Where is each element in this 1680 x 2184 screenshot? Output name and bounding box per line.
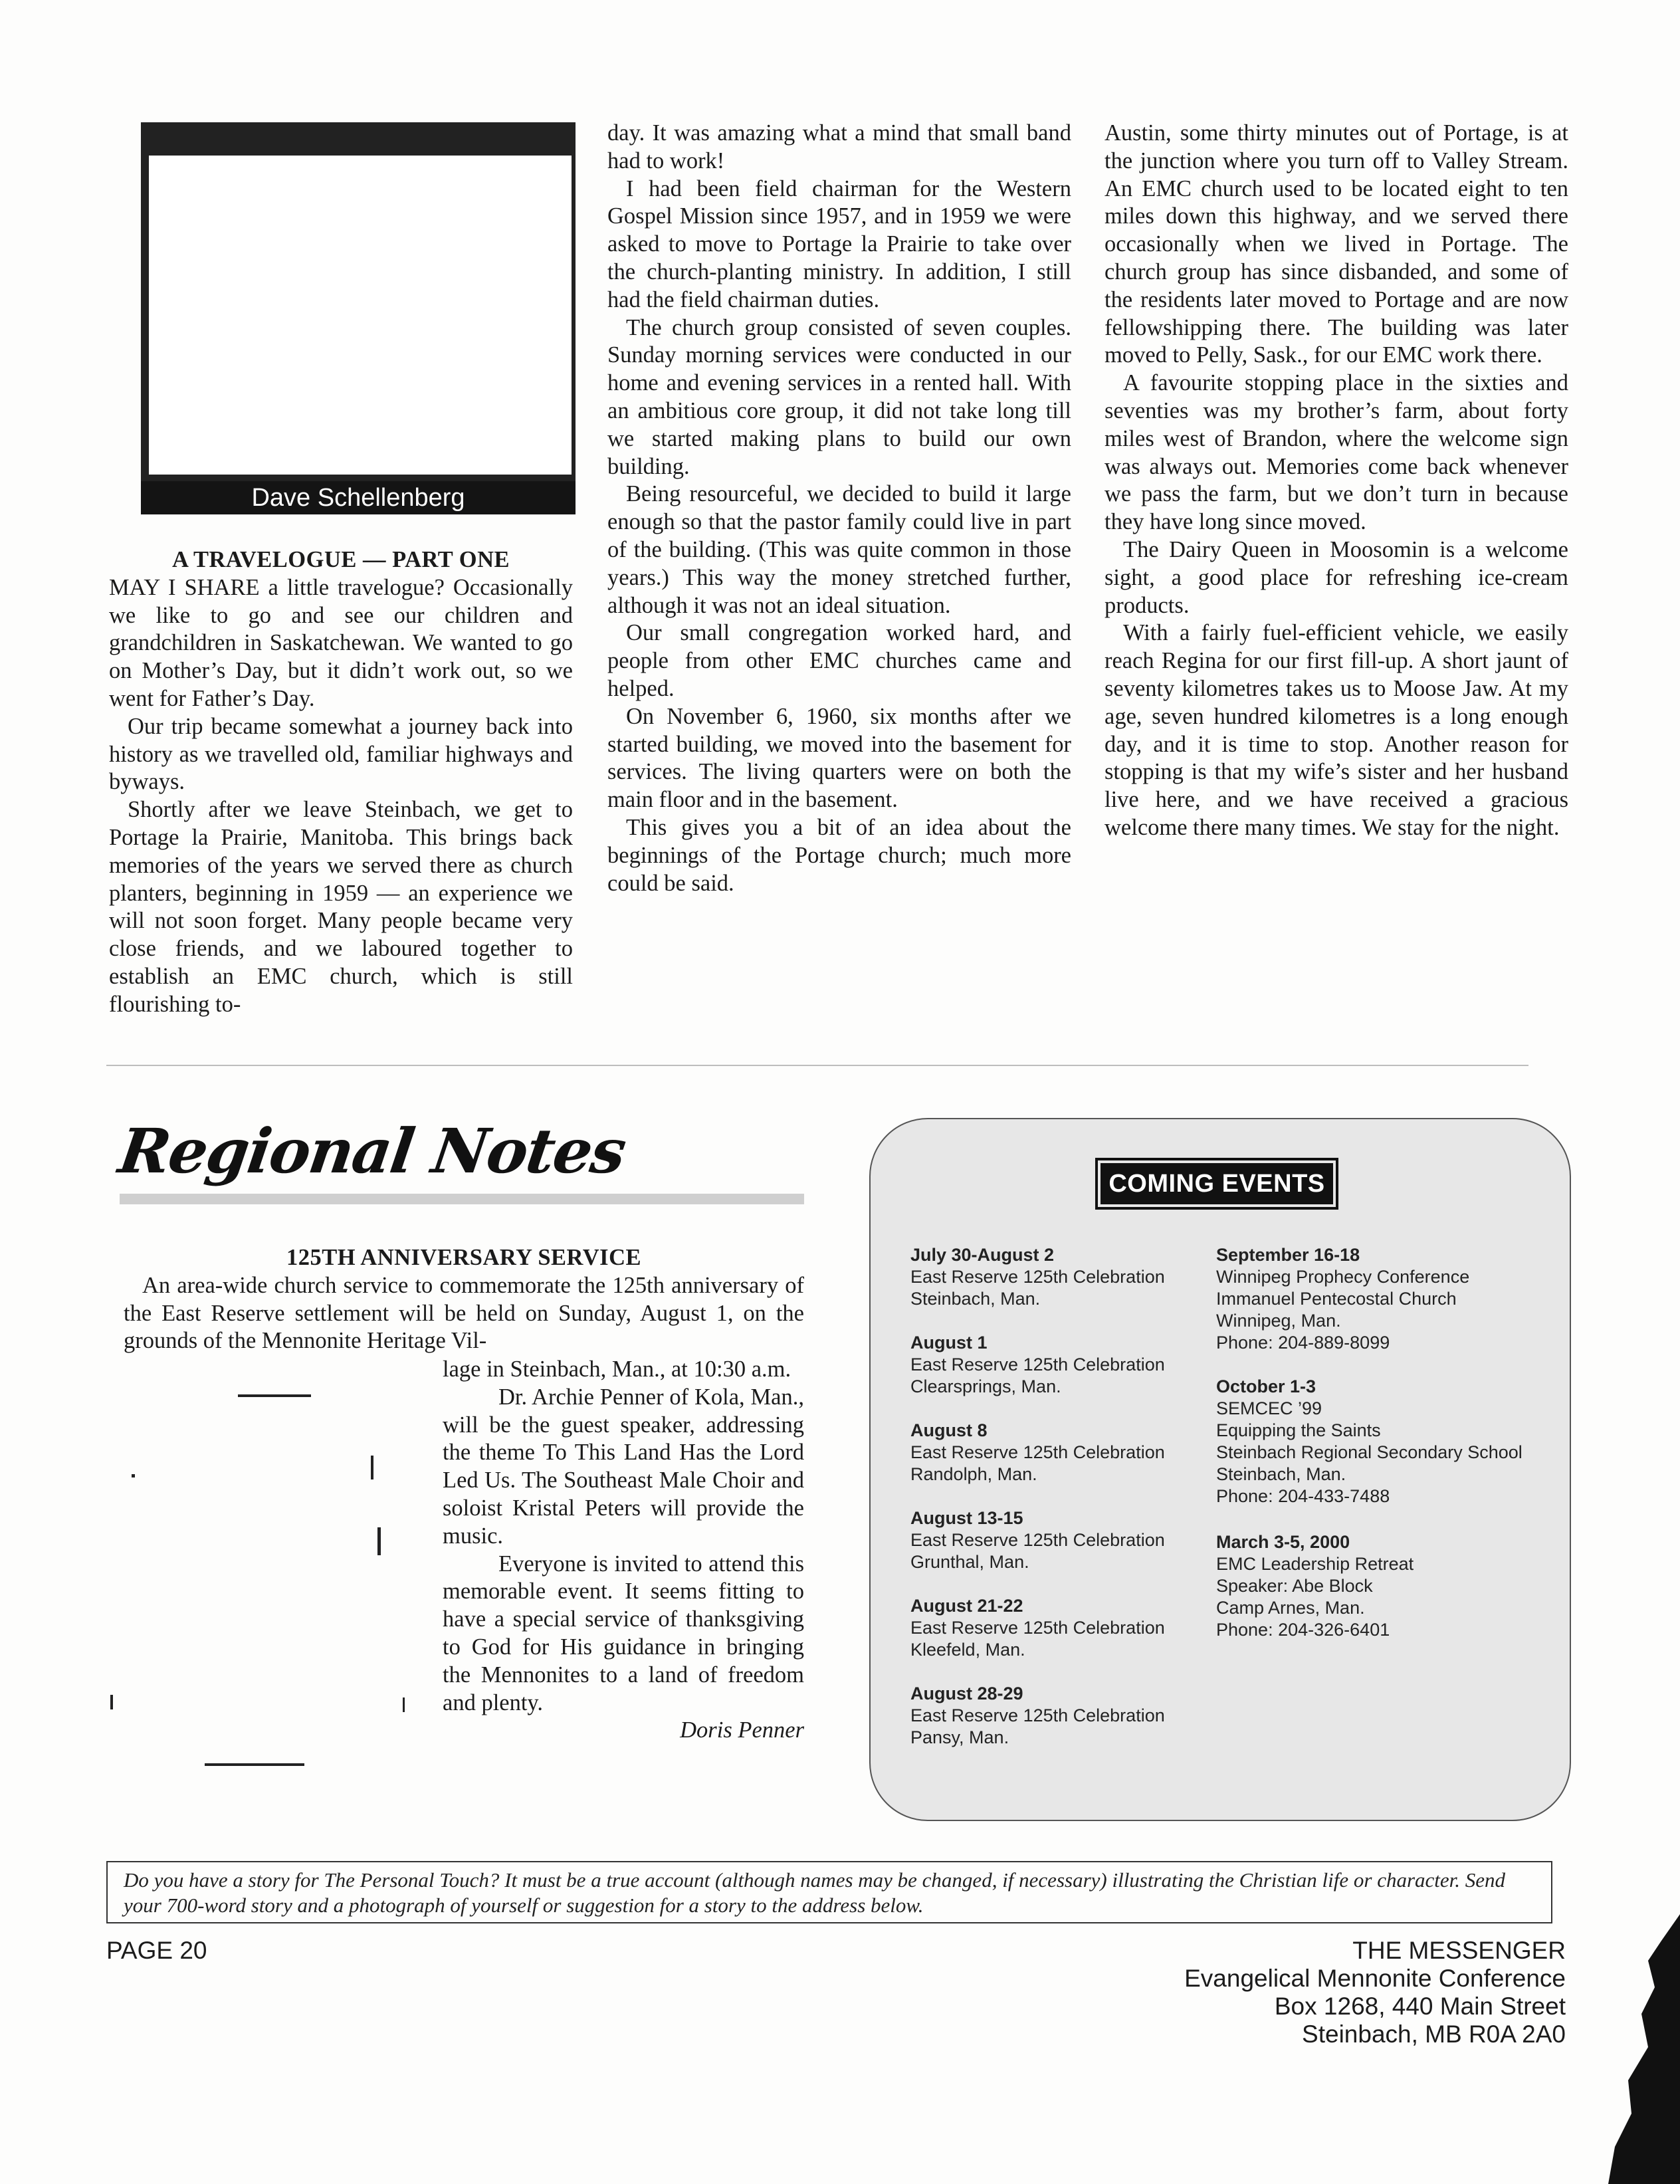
event-line: Phone: 204-326-6401 <box>1216 1620 1390 1640</box>
event-item <box>1216 1376 1522 1507</box>
event-date: August 8 <box>910 1420 988 1440</box>
article-paragraph: A favourite stopping place in the sixties and seventies was my brother’s farm, about forty miles west of Brandon, where the welcome sign was always out. Memories come back whenever we pass the farm, but we don’t turn in because they have long since moved. <box>1104 370 1568 535</box>
anniversary-intro: An area-wide church service to commemorate the 125th anniversary of the East Reserve settlement will be held on Sunday, August 1, on the grounds of the Mennonite Heritage Vil- <box>124 1272 804 1354</box>
event-item <box>910 1420 1165 1485</box>
event-item <box>910 1244 1165 1310</box>
article-paragraph: The church group consisted of seven couples. Sunday morning services were conducted in our home and evening services in a rented hall. With an ambitious core group, it did not take long till we started making plans to build our own building. <box>607 314 1071 479</box>
address-line: Steinbach, MB R0A 2A0 <box>1302 2020 1566 2048</box>
article-heading: A TRAVELOGUE — PART ONE <box>171 547 510 572</box>
regional-notes-underline <box>120 1194 804 1204</box>
event-line: Clearsprings, Man. <box>910 1376 1061 1396</box>
event-line: East Reserve 125th Celebration <box>910 1267 1165 1287</box>
regional-notes-body <box>124 1244 804 1355</box>
anniversary-wrap-text <box>443 1356 804 1745</box>
event-line: Equipping the Saints <box>1216 1420 1381 1440</box>
article-paragraph: Being resourceful, we decided to build it large enough so that the pastor family could live in part of the building. (This was quite common in those years.) This way the money stretched further, although it was not an ideal situation. <box>607 481 1071 618</box>
article-paragraph: With a fairly fuel-efficient vehicle, we easily reach Regina for our first fill-up. A short jaunt of seventy kilometres takes us to Moose Jaw. At my age, seven hundred kilometres is a long enough day, and it is time to stop. Another reason for stopping is that my wife’s sister and her husband live here, and we have received a gracious welcome there many times. We stay for the night. <box>1104 620 1568 840</box>
event-line: East Reserve 125th Celebration <box>910 1442 1165 1462</box>
anniversary-paragraph: Dr. Archie Penner of Kola, Man., will be the guest speaker, addressing the theme To This Land Has the Lord Led Us. The Southeast Male Choir and soloist Kristal Peters will provide the music. <box>443 1384 804 1549</box>
anniversary-paragraph: lage in Steinbach, Man., at 10:30 a.m. <box>443 1357 791 1382</box>
event-date: March 3-5, 2000 <box>1216 1532 1350 1552</box>
article-column-1 <box>109 546 573 1019</box>
event-line: Phone: 204-433-7488 <box>1216 1486 1390 1506</box>
event-line: East Reserve 125th Celebration <box>910 1530 1165 1550</box>
event-line: Steinbach, Man. <box>1216 1464 1346 1484</box>
article-paragraph: Shortly after we leave Steinbach, we get to Portage la Prairie, Manitoba. This brings back memories of the years we served there as church planters, beginning in 1959 — an experience we will not soon forget. Many people became very close friends, and we laboured together to establish an EMC church, which is still flourishing to- <box>109 797 573 1017</box>
article-paragraph: Our trip became somewhat a journey back into history as we travelled old, familiar highways and byways. <box>109 713 573 795</box>
coming-events-title: COMING EVENTS <box>1101 1163 1333 1204</box>
story-call-box: Do you have a story for The Personal Touch? It must be a true account (although names may be changed, if necessary) illustrating the Christian life or character. Send your 700-word story and a photograph of yourself or suggestion for a story to the address below. <box>106 1861 1552 1923</box>
address-line: Evangelical Mennonite Conference <box>1184 1965 1566 1992</box>
page-number: PAGE 20 <box>106 1937 207 1964</box>
event-line: Kleefeld, Man. <box>910 1640 1025 1660</box>
event-date: October 1-3 <box>1216 1376 1316 1396</box>
event-item <box>910 1595 1165 1661</box>
photo-caption: Dave Schellenberg <box>141 481 576 514</box>
event-line: Pansy, Man. <box>910 1727 1009 1747</box>
article-paragraph: MAY I SHARE a little travelogue? Occasionally we like to go and see our children and grandchildren in Saskatchewan. We wanted to go on Mother’s Day, but it didn’t work out, so we went for Father’s Day. <box>109 574 573 711</box>
article-paragraph: Austin, some thirty minutes out of Portage, is at the junction where you turn off to Valley Stream. An EMC church used to be located eight to ten miles down this highway, and we served there occasionally when we lived in Portage. The church group has since disbanded, and some of the residents later moved to Portage and are now fellowshipping there. The building was later moved to Pelly, Sask., for our EMC work there. <box>1104 120 1568 368</box>
regional-notes-title: Regional Notes <box>114 1115 629 1187</box>
article-column-2 <box>607 120 1071 897</box>
author-photo <box>141 122 576 514</box>
event-item <box>1216 1244 1469 1354</box>
event-date: August 1 <box>910 1333 988 1353</box>
event-item <box>910 1507 1165 1573</box>
anniversary-heading: 125TH ANNIVERSARY SERVICE <box>286 1245 642 1270</box>
event-line: Winnipeg, Man. <box>1216 1311 1341 1331</box>
article-column-3 <box>1104 120 1568 842</box>
event-line: Camp Arnes, Man. <box>1216 1598 1365 1618</box>
event-line: Winnipeg Prophecy Conference <box>1216 1267 1470 1287</box>
event-line: Steinbach, Man. <box>910 1289 1041 1309</box>
event-line: Speaker: Abe Block <box>1216 1576 1373 1596</box>
event-line: Phone: 204-889-8099 <box>1216 1333 1390 1353</box>
event-date: August 21-22 <box>910 1596 1023 1616</box>
article-paragraph: day. It was amazing what a mind that small band had to work! <box>607 120 1071 173</box>
event-item <box>1216 1531 1414 1641</box>
event-date: August 13-15 <box>910 1508 1023 1528</box>
event-line: East Reserve 125th Celebration <box>910 1705 1165 1725</box>
event-date: August 28-29 <box>910 1684 1023 1703</box>
event-line: East Reserve 125th Celebration <box>910 1618 1165 1638</box>
address-line: THE MESSENGER <box>1352 1937 1566 1964</box>
event-line: SEMCEC ’99 <box>1216 1398 1322 1418</box>
torn-corner-shadow <box>1548 1914 1680 2184</box>
section-divider <box>106 1065 1528 1066</box>
photo-blank-area <box>149 156 572 475</box>
article-paragraph: The Dairy Queen in Moosomin is a welcome sight, a good place for refreshing ice-cream products. <box>1104 536 1568 618</box>
event-line: EMC Leadership Retreat <box>1216 1554 1414 1574</box>
article-paragraph: Our small congregation worked hard, and people from other EMC churches came and helped. <box>607 620 1071 701</box>
anniversary-paragraph: Everyone is invited to attend this memorable event. It seems fitting to have a special service of thanksgiving to God for His guidance in bringing the Mennonites to a land of freedom and plenty. <box>443 1551 804 1715</box>
event-item <box>910 1683 1165 1749</box>
event-line: Randolph, Man. <box>910 1464 1037 1484</box>
faded-picture-marks <box>105 1382 424 1795</box>
article-paragraph: This gives you a bit of an idea about the beginnings of the Portage church; much more could be said. <box>607 814 1071 896</box>
event-line: Grunthal, Man. <box>910 1552 1029 1572</box>
address-line: Box 1268, 440 Main Street <box>1274 1993 1566 2020</box>
event-date: July 30-August 2 <box>910 1245 1055 1265</box>
event-line: Immanuel Pentecostal Church <box>1216 1289 1457 1309</box>
anniversary-author: Doris Penner <box>680 1717 804 1743</box>
article-paragraph: I had been field chairman for the Western Gospel Mission since 1957, and in 1959 we were asked to move to Portage la Prairie to take over the church-planting ministry. In addition, I still had the field chairman duties. <box>607 175 1071 312</box>
event-line: Steinbach Regional Secondary School <box>1216 1442 1522 1462</box>
event-date: September 16-18 <box>1216 1245 1360 1265</box>
article-paragraph: On November 6, 1960, six months after we started building, we moved into the basement for services. The living quarters were on both the main floor and in the basement. <box>607 703 1071 813</box>
event-line: East Reserve 125th Celebration <box>910 1355 1165 1374</box>
event-item <box>910 1332 1165 1398</box>
publisher-address <box>1184 1937 1566 2048</box>
